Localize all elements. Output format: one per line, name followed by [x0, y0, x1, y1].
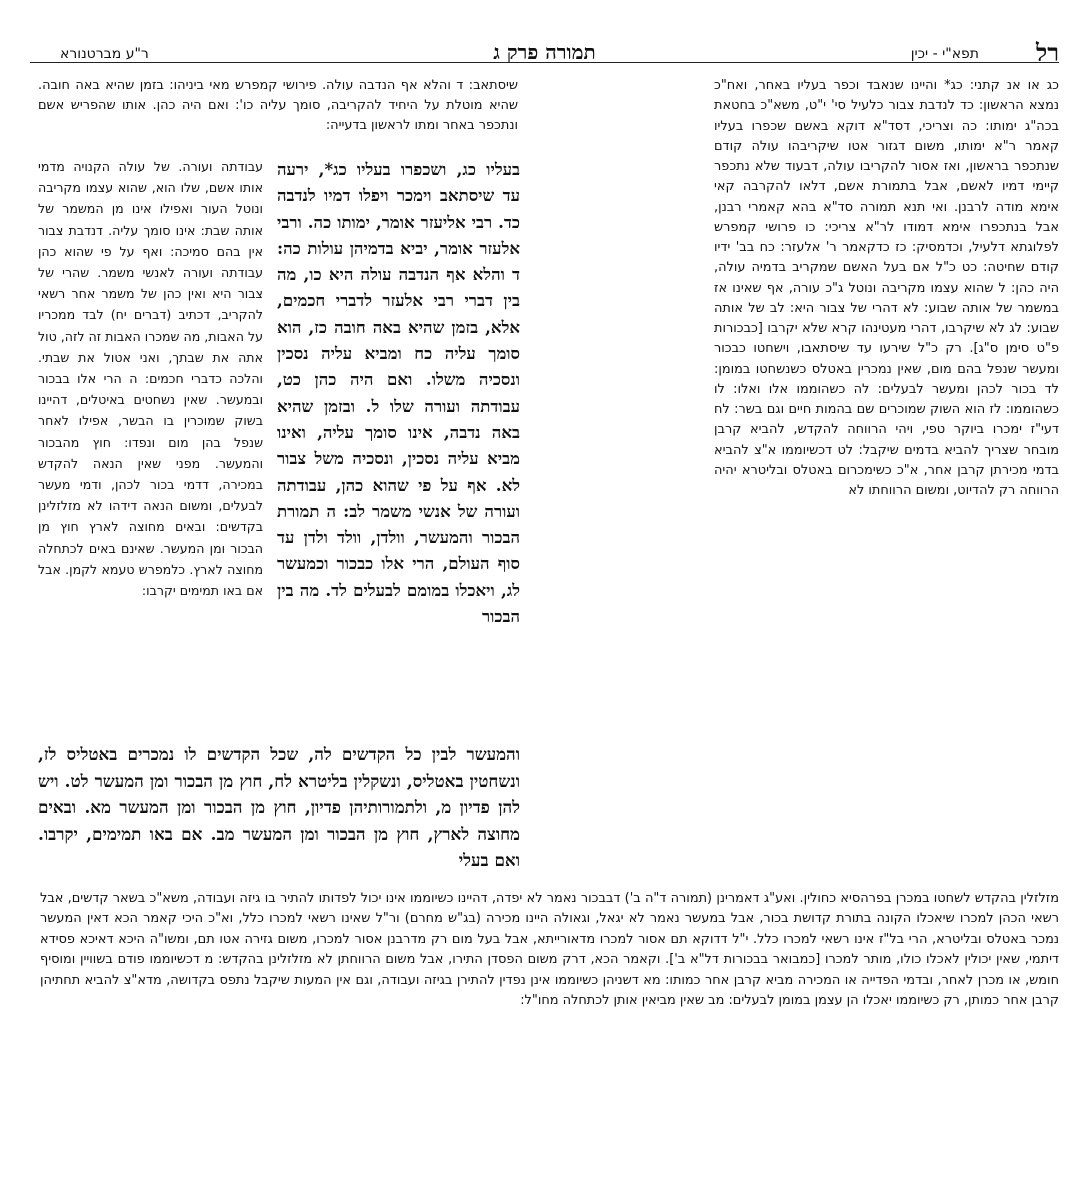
- header-divider: [30, 62, 1059, 63]
- left-commentary-title: ר"ע מברטנורא: [60, 46, 149, 62]
- page-number: רל: [1035, 38, 1059, 67]
- page-header: [30, 38, 1059, 68]
- bartenura-commentary-top: [38, 76, 518, 154]
- yachin-commentary-text: כג או אנ קתני: כג* והיינו שנאבד וכפר בעליו באחר, ואח"כ נמצא הראשון: כד לנדבת צבור כלעיל סי' י"ט, משא"כ בחטאת בכה"ג ימותו: כה וצריכי, דסד"א דוקא באשם שכפרו בעליו קאמר ר"א ימותו, משום דגזור אטו שיקריבהו עולה קודם שנתכפר בראשון, ואז אסור להקריבו עולה, דבעוד שלא נתכפר קיימי דמיו לאשם, אבל בתמורת אשם, דלאו להקרבה קאי אימא מודה לרבנן. ואי תנא תמורה סד"א בהא קאמרי רבנן, אבל בנתכפרו אימא דמודו לר"א צריכי: כו פרושי קמפרש לפלוגתא דלעיל, וכדמסיק: כז כדקאמר ר' אלעזר: כח בב' ידיו קודם שחיטה: כט כ"ל אם בעל האשם שמקריב בדמיה עולה, היה כהן: ל שהוא עצמו מקריבה ונוטל ג"כ עורה, אף שאינו אז במשמר של אותה שבוע: לא דהרי של צבור היא: לב של אותה שבוע: לג לא שיקרבו, דהרי מעטינהו קרא שלא יקרבו [כבכורות פ"ט סימן ס"ג]. רק כ"ל שירעו עד שיסתאבו, וישחטו כבכור ומעשר שנפל בהם מום, שאין נמכרין באטלס כשנשחטו במומן: לד בכור לכהן ומעשר לבעלים: לה כשהוממו אלו ואלו: לו כשהוממו: לז הוא השוק שמוכרים שם בהמות חיים וגם בשר: לח דעי"ז ימכרו ביוקר טפי, ויהי הרווחה להקדש, להביא קרבן מובחר שצריך להביא בדמים שיקבל: לט דכשיוממו א"צ להביא בדמי מכירתן קרבן אחר, א"כ כשימכרום באטלס ובליטרא יהיה הרווחה רק להדיוט, ומשום הרווחתו לא: [714, 78, 1059, 498]
- page-title: תמורה פרק ג: [493, 40, 596, 64]
- mishna-text-wide: [38, 741, 520, 889]
- mishna-wide-text: והמעשר לבין כל הקדשים לה, שכל הקדשים לו נמכרים באטליס לז, ונשחטין באטליס, ונשקלין בליטרא לח, חוץ מן הבכור ומן המעשר לט. ויש להן פדיון מ, ולתמורותיהן פדיון, חוץ מן הבכור ומן המעשר מא. ובאים מחוצה לארץ, חוץ מן הבכור ומן המעשר מב. אם באו תמימים, יקרבו. ואם בעלי: [38, 744, 520, 870]
- right-commentary-title: תפא"י - יכין: [910, 46, 979, 62]
- mishna-column-text: בעליו כג, ושכפרו בעליו כג*, ירעה עד שיסתאב וימכר ויפלו דמיו לנדבה כד. רבי אליעזר אומר, ימותו כה. ורבי אלעזר אומר, יביא בדמיהן עולות כה: ד והלא אף הנדבה עולה היא כו, מה בין דברי רבי אלעזר לדברי חכמים, אלא, בזמן שהיא באה חובה כז, הוא סומך עליה כח ומביא עליה נסכין ונסכיה משלו. ואם היה כהן כט, עבודתה ועורה שלו ל. ובזמן שהיא באה נדבה, אינו סומך עליה, ואינו מביא עליה נסכין, ונסכיה משל צבור לא. אף על פי שהוא כהן, עבודתה ועורה של אנשי משמר לב: ה תמורת הבכור והמעשר, וולדן, וולד ולדן עד סוף העולם, הרי אלו כבכור וכמעשר לג, ויאכלו במומם לבעלים לד. מה בין הבכור: [277, 159, 520, 627]
- bartenura-column-text: עבודתה ועורה. של עולה הקנויה מדמי אותו אשם, שלו הוא, שהוא עצמו מקריבה ונוטל העור ואפילו אינו מן המשמר של אותה שבת: אינו סומך עליה. דנדבת צבור אין בהם סמיכה: ואף על פי שהוא כהן עבודתה ועורה לאנשי משמר. שהרי של צבור היא ואין כהן של משמר אחר רשאי להקריב, דכתיב (דברים יח) לבד ממכריו על האבות, מה שמכרו האבות זה לזה, טול אתה את שבתך, ואני אטול את שבתי. והלכה כדברי חכמים: ה הרי אלו בבכור ובמעשר. שאין נשחטים באיטלים, דהיינו בשוק שמוכרין בו הבשר, אפילו לאחר שנפל בהן מום ונפדו: חוץ מהבכור והמעשר. מפני שאין הנאה להקדש במכירה, דדמי בכור לכהן, ודמי מעשר לבעלים, ומשום הנאה דידהו לא מזלזלינן בקדשים: ובאים מחוצה לארץ חוץ מן הבכור ומן המעשר. שאינם באים לכתחלה מחוצה לארץ. כלמפרש טעמא לקמן. אבל אם באו תמימים יקרבו:: [38, 159, 263, 599]
- yachin-commentary-bottom: [40, 889, 1059, 1149]
- mishna-text-column: [277, 156, 520, 732]
- bartenura-top-text: שיסתאב: ד והלא אף הנדבה עולה. פירושי קמפרש מאי ביניהו: בזמן שהיא באה חובה. שהיא מוטלת על היחיד להקריבה, סומך עליה כו': ואם היה כהן. אותו שהפריש אשם ונתכפר באחר ומתו לראשון בדעייה:: [38, 78, 518, 133]
- yachin-bottom-text: מזלזלין בהקדש לשחטו במכרן בפרהסיא כחולין. ואע"ג דאמרינן (תמורה ד"ה ב') דבבכור נאמר לא יפדה, דהיינו כשיוממו אינו יכול לפדותו להתיר בו גיזה ועבודה, משא"כ בשאר קדשים, אבל רשאי הכהן למכרו שיאכלו הקונה בתורת קדושת בכור, אבל במעשר נאמר לא יגאל, וגאולה היינו מכירה (בג"ש מחרם) ור"ל שאינו רשאי למכרו כלל, וא"כ היכי קאמר הכא דאין המעשר נמכר באטלס ובליטרא, הרי בל"ז אינו רשאי למכרו כלל. י"ל דדוקא תם אסור למכרו מדאורייתא, אבל בעל מום רק מדרבנן אסור למכרו, משום גזירה אטו תם, ומשו"ה היכא דאיכא פסידא דיתמי, שאין יכולין לאכלו כולו, מותר למכרו [כמבואר בבכורות דל"א ב']. וקאמר הכא, דרק משום הפסדן התירו, אבל משום הרווחתן לא מזלזלינן בהקדש: מ דכשיוממו פודם בשוויין ומוסיף חומש, או מכרן לאחר, ובדמי הפדייה או המכירה מביא קרבן אחר כמותו: מא דשניהן כשיוממו אינן נפדין להתירן בגיזה ועבודה, וגם אין המעות שיקבל נתפס בקדושה, מדא"צ להביא תחתיהן קרבן אחר כמותן, רק כשיוממו יאכלו הן עצמן במומן לבעלים: מב שאין מביאין אותן לכתחלה מחו"ל:: [40, 891, 1059, 1009]
- yachin-commentary-column: [714, 76, 1059, 888]
- bartenura-commentary-column: [38, 156, 263, 740]
